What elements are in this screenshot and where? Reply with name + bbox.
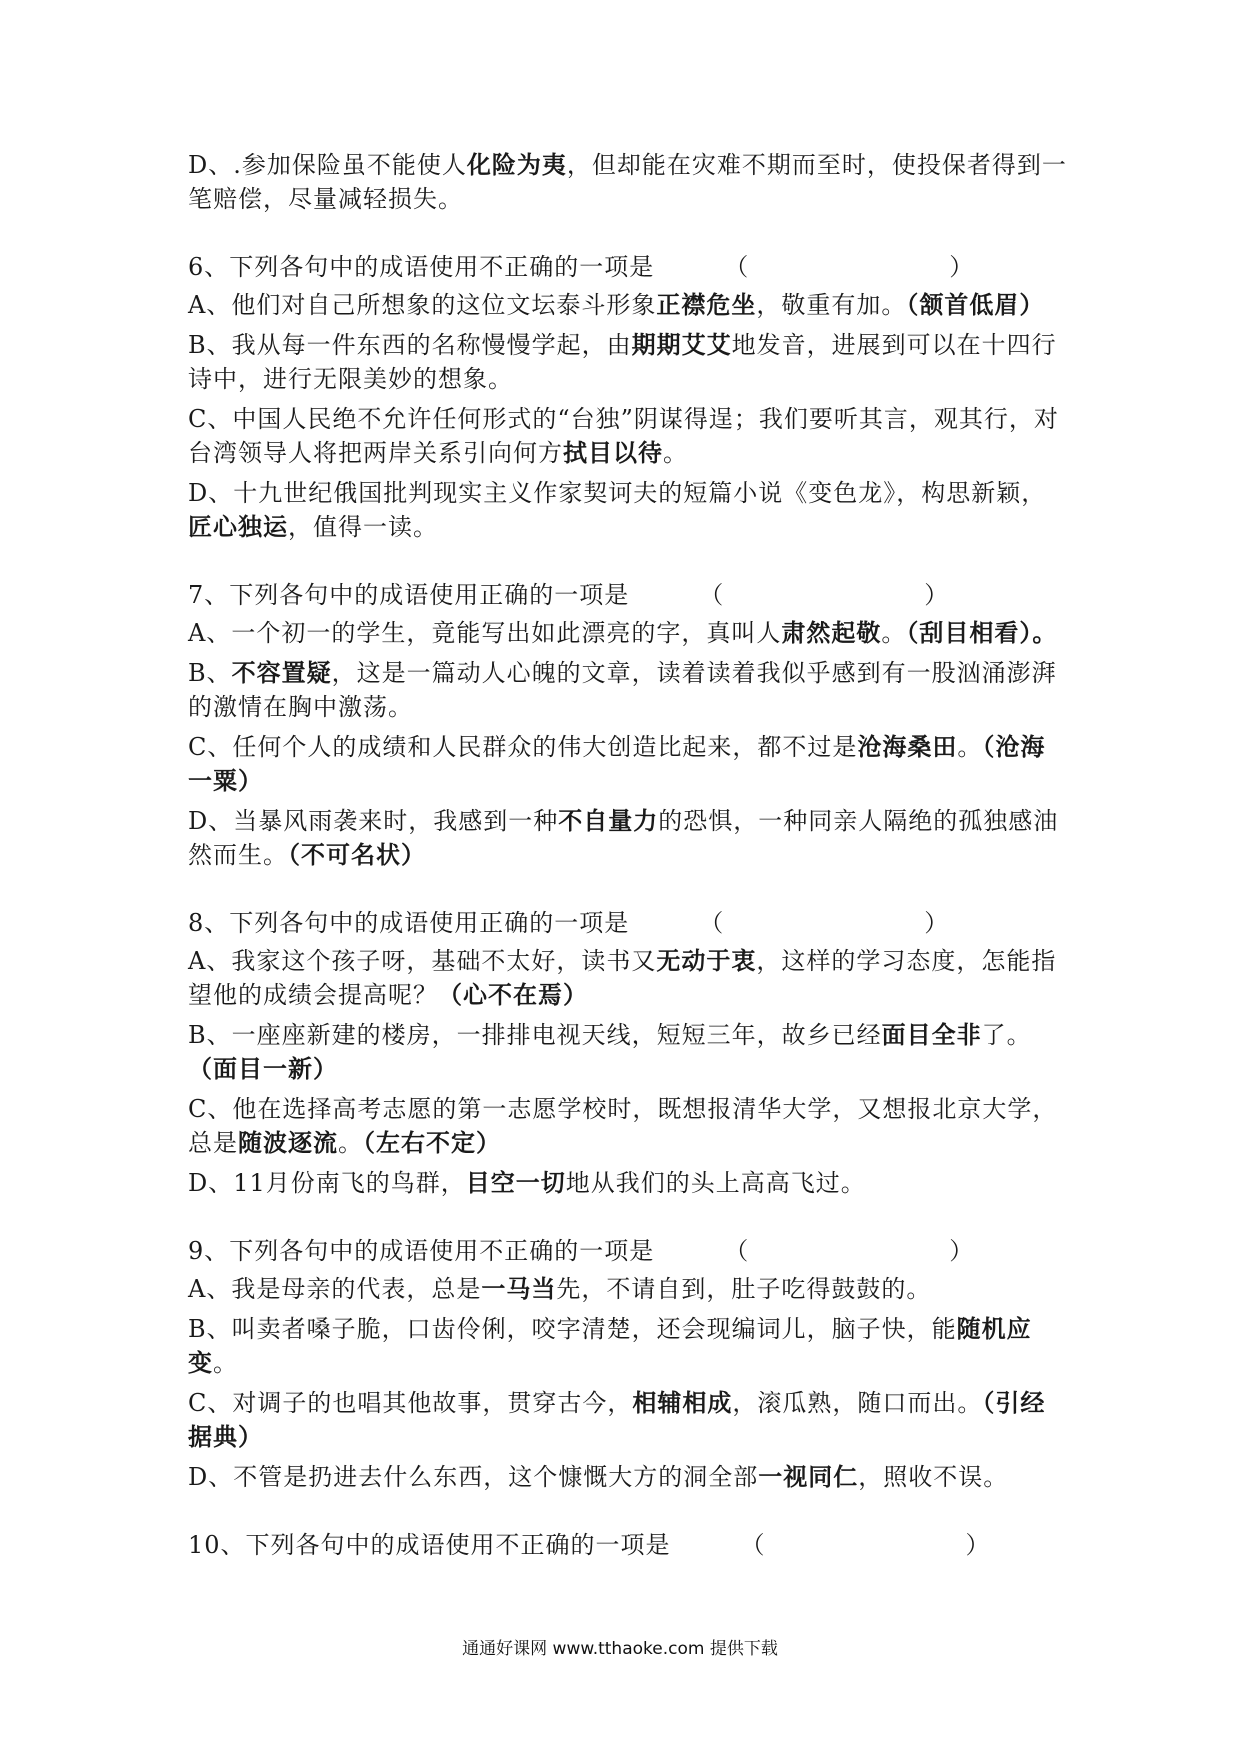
- q7-stem: [188, 578, 1068, 612]
- text-run: 地发音，进展到可以在十四行诗中，进行无限美妙的想象。: [188, 331, 1057, 393]
- text-run: ，但却能在灾难不期而至时，使投保者得到一笔赔偿，尽量减轻损失。: [188, 151, 1067, 213]
- text-run: D、11月份南飞的鸟群，: [188, 1169, 466, 1197]
- answer-paren-close: ）: [949, 1237, 975, 1265]
- text-run: A、他们对自己所想象的这位文坛泰斗形象: [188, 291, 657, 319]
- text-run: A、一个初一的学生，竟能写出如此漂亮的字，真叫人: [188, 619, 782, 647]
- correction-note: （引经据典）: [188, 1388, 1046, 1451]
- text-run: ，这是一篇动人心魄的文章，读着读着我似乎感到有一股汹涌澎湃的激情在胸中激荡。: [188, 659, 1057, 721]
- text-run: ，滚瓜熟，随口而出。: [732, 1389, 983, 1417]
- text-run: ，这样的学习态度，怎能指望他的成绩会提高呢？: [188, 947, 1057, 1009]
- idiom-highlight: 不容置疑: [231, 658, 332, 687]
- text-run: A、我是母亲的代表，总是: [188, 1275, 482, 1303]
- question-stem: 6、下列各句中的成语使用不正确的一项是: [188, 253, 655, 281]
- q6-stem: [188, 250, 1068, 284]
- question-10: [188, 1528, 1068, 1562]
- idiom-highlight: 无动于衷: [656, 946, 757, 975]
- q7-option-b: [188, 656, 1068, 724]
- text-run: 。: [663, 439, 688, 467]
- idiom-highlight: 化险为夷: [466, 150, 567, 179]
- q7-option-d: [188, 804, 1068, 872]
- q9-option-d: [188, 1460, 1068, 1494]
- text-run: D、不管是扔进去什么东西，这个慷慨大方的洞全部: [188, 1463, 759, 1491]
- document-content: [188, 148, 1068, 1596]
- idiom-highlight: 期期艾艾: [631, 330, 732, 359]
- text-run: B、: [188, 659, 232, 687]
- idiom-highlight: 匠心独运: [188, 512, 288, 541]
- q8-option-a: [188, 944, 1068, 1012]
- question-stem: 7、下列各句中的成语使用正确的一项是: [188, 581, 630, 609]
- q9-option-a: [188, 1272, 1068, 1306]
- correction-note: （刮目相看）。: [906, 618, 1058, 647]
- idiom-highlight: 拭目以待: [563, 438, 663, 467]
- text-run: 。: [213, 1349, 238, 1377]
- q6-option-a: [188, 288, 1068, 322]
- page-footer: 通通好课网 www.tthaoke.com 提供下载: [462, 1639, 778, 1659]
- q6-option-b: [188, 328, 1068, 396]
- text-run: C、中国人民绝不允许任何形式的“台独”阴谋得逞；我们要听其言，观其行，对台湾领导人将把两岸关系引向何方: [188, 405, 1059, 467]
- q8-option-c: [188, 1092, 1068, 1160]
- q5-option-d: [188, 148, 1068, 216]
- correction-note: （不可名状）: [288, 840, 426, 869]
- q8-stem: [188, 906, 1068, 940]
- text-run: B、一座座新建的楼房，一排排电视天线，短短三年，故乡已经: [188, 1021, 882, 1049]
- q9-stem: [188, 1234, 1068, 1268]
- answer-paren-open: （: [699, 581, 725, 609]
- text-run: 。: [881, 619, 907, 647]
- text-run: 。: [338, 1129, 363, 1157]
- q6-option-c: [188, 402, 1068, 470]
- answer-paren-close: ）: [924, 581, 950, 609]
- q8-option-b: [188, 1018, 1068, 1086]
- idiom-highlight: 随波逐流: [238, 1128, 338, 1157]
- q7-option-c: [188, 730, 1068, 798]
- idiom-highlight: 目空一切: [465, 1168, 566, 1197]
- text-run: C、对调子的也唱其他故事，贯穿古今，: [188, 1389, 633, 1417]
- answer-paren-open: （: [724, 1237, 750, 1265]
- text-run: D、当暴风雨袭来时，我感到一种: [188, 807, 559, 835]
- text-run: ，值得一读。: [288, 513, 438, 541]
- text-run: A、我家这个孩子呀，基础不太好，读书又: [188, 947, 657, 975]
- question-5-tail: [188, 148, 1068, 216]
- answer-paren-open: （: [724, 253, 750, 281]
- correction-note: （心不在焉）: [438, 980, 588, 1009]
- text-run: 。: [957, 733, 983, 761]
- q10-stem: [188, 1528, 1068, 1562]
- text-run: C、他在选择高考志愿的第一志愿学校时，既想报清华大学，又想报北京大学，总是: [188, 1095, 1058, 1157]
- question-stem: 10、下列各句中的成语使用不正确的一项是: [188, 1531, 671, 1559]
- idiom-highlight: 一视同仁: [758, 1462, 859, 1491]
- idiom-highlight: 肃然起敬: [781, 618, 882, 647]
- text-run: D、十九世纪俄国批判现实主义作家契诃夫的短篇小说《变色龙》，构思新颖，: [188, 479, 1047, 507]
- idiom-highlight: 正襟危坐: [656, 290, 757, 319]
- idiom-highlight: 面目全非: [881, 1020, 982, 1049]
- question-6: [188, 250, 1068, 544]
- text-run: B、叫卖者嗓子脆，口齿伶俐，咬字清楚，还会现编词儿，脑子快，能: [188, 1315, 957, 1343]
- question-9: [188, 1234, 1068, 1494]
- q9-option-c: [188, 1386, 1068, 1454]
- idiom-highlight: 一马当: [481, 1274, 557, 1303]
- idiom-highlight: 相辅相成: [632, 1388, 733, 1417]
- question-7: [188, 578, 1068, 872]
- text-run: 先，不请自到，肚子吃得鼓鼓的。: [556, 1275, 932, 1303]
- text-run: D、.参加保险虽不能使人: [188, 151, 467, 179]
- question-stem: 9、下列各句中的成语使用不正确的一项是: [188, 1237, 655, 1265]
- answer-paren-close: ）: [924, 909, 950, 937]
- q6-option-d: [188, 476, 1068, 544]
- correction-note: （颔首低眉）: [906, 290, 1045, 319]
- text-run: 地从我们的头上高高飞过。: [565, 1169, 866, 1197]
- answer-paren-open: （: [699, 909, 725, 937]
- q8-option-d: [188, 1166, 1068, 1200]
- answer-paren-open: （: [740, 1531, 766, 1559]
- question-stem: 8、下列各句中的成语使用正确的一项是: [188, 909, 630, 937]
- correction-note: （面目一新）: [188, 1054, 338, 1083]
- idiom-highlight: 随机应变: [188, 1314, 1032, 1377]
- text-run: 了。: [981, 1021, 1032, 1049]
- q7-option-a: [188, 616, 1068, 650]
- idiom-highlight: 沧海桑田: [857, 732, 958, 761]
- correction-note: （左右不定）: [363, 1128, 501, 1157]
- text-run: 的恐惧，一种同亲人隔绝的孤独感油然而生。: [188, 807, 1059, 869]
- text-run: ，照收不误。: [858, 1463, 1009, 1491]
- correction-note: （沧海一粟）: [188, 732, 1046, 795]
- answer-paren-close: ）: [965, 1531, 991, 1559]
- question-8: [188, 906, 1068, 1200]
- q9-option-b: [188, 1312, 1068, 1380]
- idiom-highlight: 不自量力: [558, 806, 659, 835]
- text-run: ，敬重有加。: [756, 291, 907, 319]
- answer-paren-close: ）: [949, 253, 975, 281]
- text-run: B、我从每一件东西的名称慢慢学起，由: [188, 331, 632, 359]
- text-run: C、任何个人的成绩和人民群众的伟大创造比起来，都不过是: [188, 733, 858, 761]
